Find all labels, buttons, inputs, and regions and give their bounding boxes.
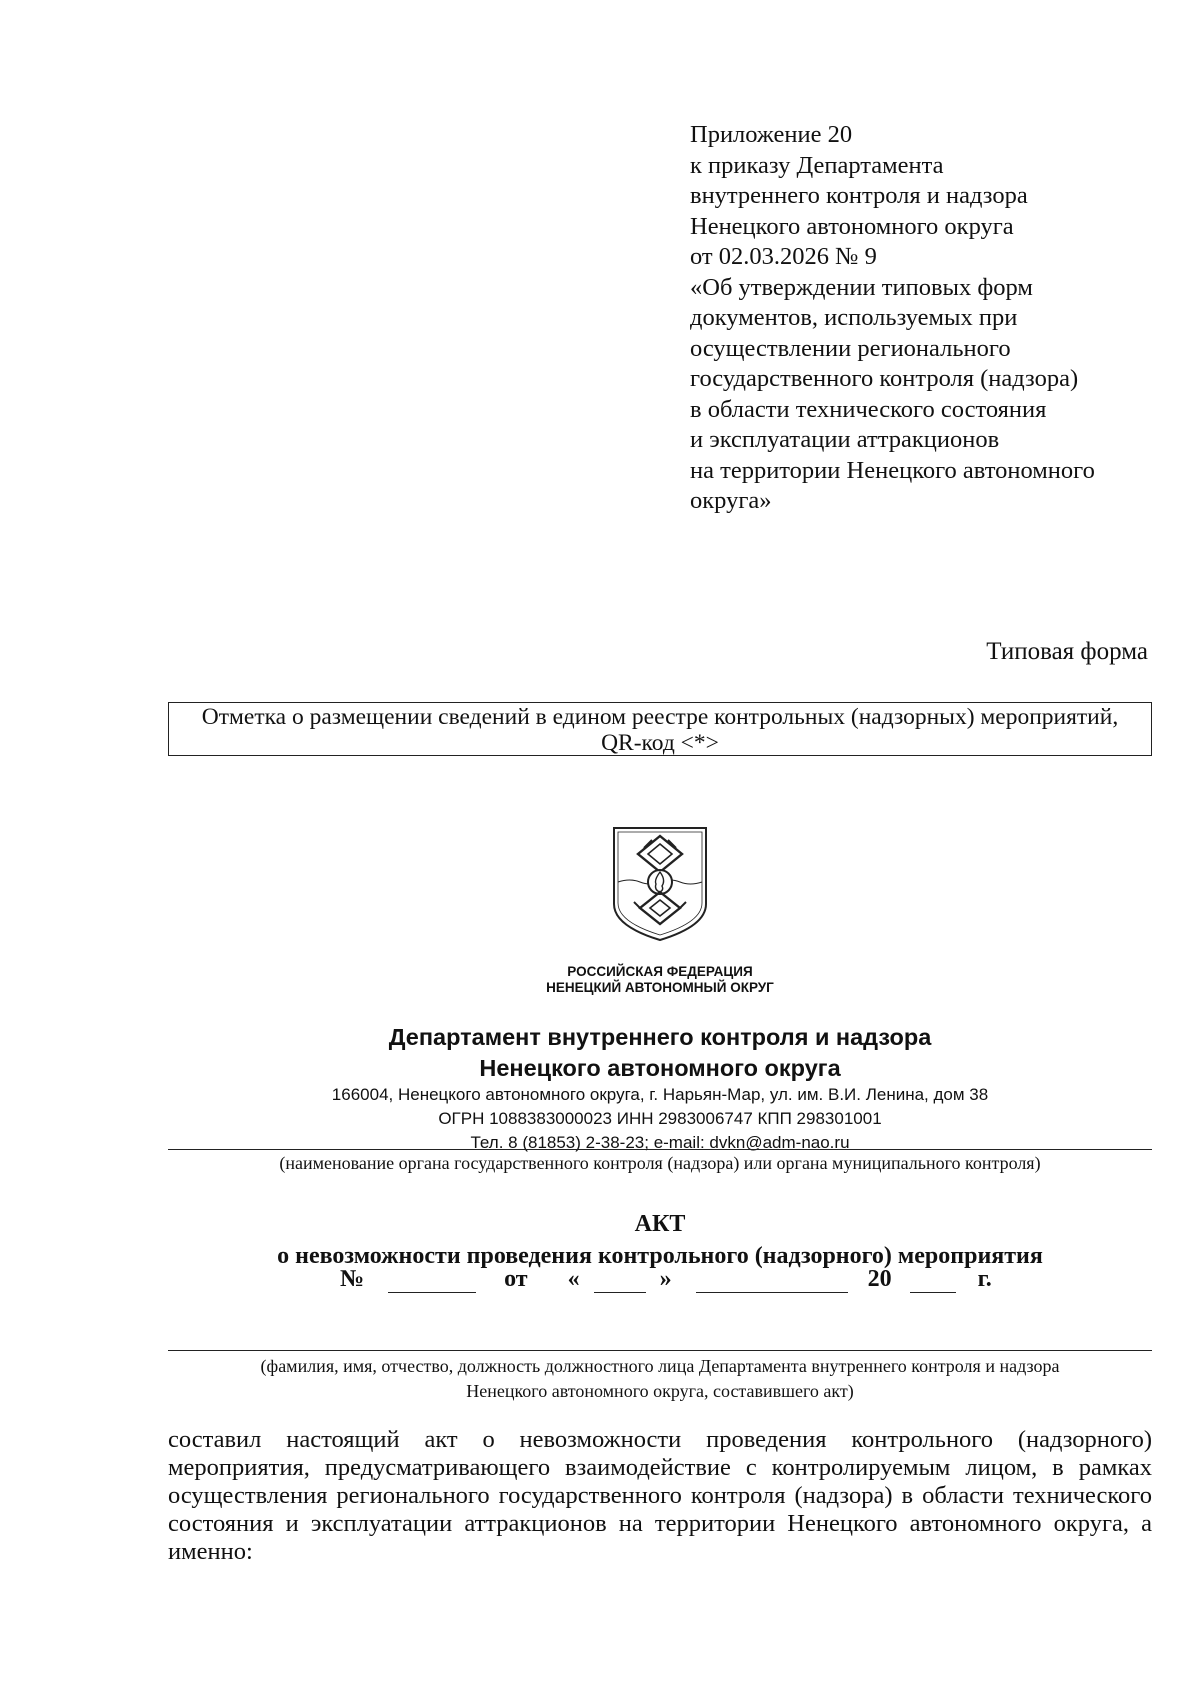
appendix-line: от 02.03.2026 № 9 <box>690 243 877 270</box>
appendix-line: внутреннего контроля и надзора <box>690 182 1028 209</box>
appendix-line: документов, используемых при <box>690 304 1018 331</box>
fio-caption <box>0 1354 1200 1404</box>
divider <box>168 1149 1152 1150</box>
registry-box-line1: Отметка о размещении сведений в едином реестре контрольных (надзорных) мероприятий, <box>201 704 1119 730</box>
act-number-line <box>340 1266 992 1293</box>
department-registration: ОГРН 1088383000023 ИНН 2983006747 КПП 298301001 <box>438 1109 882 1128</box>
department-contacts: Тел. 8 (81853) 2-38-23; e-mail: dvkn@adm-nao.ru <box>470 1133 850 1152</box>
registry-qr-box <box>168 702 1152 756</box>
act-number-blank[interactable] <box>388 1270 476 1293</box>
act-subtitle: о невозможности проведения контрольного (надзорного) мероприятия <box>277 1243 1043 1269</box>
appendix-block <box>690 120 1095 517</box>
department-details <box>0 1083 1200 1155</box>
department-line1: Департамент внутреннего контроля и надзора <box>388 1024 932 1050</box>
month-blank[interactable] <box>696 1270 848 1293</box>
quote-close: » <box>659 1266 672 1292</box>
appendix-line: «Об утверждении типовых форм <box>690 273 1033 301</box>
registry-box-line2: QR-код <*> <box>601 730 719 756</box>
divider <box>168 1350 1152 1351</box>
coat-of-arms-icon <box>610 826 710 942</box>
appendix-line: и эксплуатации аттракционов <box>690 426 1000 453</box>
year-prefix: 20 <box>867 1266 892 1292</box>
fio-caption-line2: Ненецкого автономного округа, составившего акт) <box>466 1381 854 1401</box>
appendix-line: государственного контроля (надзора) <box>690 365 1079 392</box>
department-address: 166004, Ненецкого автономного округа, г. Нарьян-Мар, ул. им. В.И. Ленина, дом 38 <box>331 1085 989 1104</box>
fio-caption-line1: (фамилия, имя, отчество, должность должностного лица Департамента внутреннего контроля и надзора <box>260 1356 1060 1376</box>
typed-form-label: Типовая форма <box>986 638 1148 665</box>
act-title: АКТ <box>634 1211 686 1237</box>
appendix-line: Приложение 20 <box>690 121 853 148</box>
year-suffix: г. <box>977 1266 992 1292</box>
quote-open: « <box>567 1266 580 1292</box>
from-word: от <box>504 1266 528 1292</box>
appendix-line: Ненецкого автономного округа <box>690 212 1014 240</box>
header-country-block <box>0 964 1200 996</box>
appendix-line: на территории Ненецкого автономного <box>690 456 1095 484</box>
appendix-line: в области технического состояния <box>690 395 1047 423</box>
header-country: РОССИЙСКАЯ ФЕДЕРАЦИЯ <box>567 964 753 979</box>
appendix-line: округа» <box>690 487 772 514</box>
department-line2: Ненецкого автономного округа <box>479 1055 841 1081</box>
day-blank[interactable] <box>594 1270 646 1293</box>
year-blank[interactable] <box>910 1270 956 1293</box>
department-name <box>0 1022 1200 1084</box>
appendix-line: осуществлении регионального <box>690 334 1011 362</box>
appendix-line: к приказу Департамента <box>690 151 944 179</box>
number-sign: № <box>340 1266 365 1292</box>
body-paragraph: составил настоящий акт о невозможности проведения контрольного (надзорного) мероприятия, предусматривающего взаимодействие с контролируемым лицом, в рамках осуществления регионального государственного контроля (надзора) в области технического состояния и эксплуатации аттракционов на территории Ненецкого автономного округа, а именно: <box>168 1426 1152 1565</box>
act-heading <box>0 1208 1200 1272</box>
header-region: НЕНЕЦКИЙ АВТОНОМНЫЙ ОКРУГ <box>546 980 774 995</box>
organ-caption: (наименование органа государственного контроля (надзора) или органа муниципального контроля) <box>279 1153 1041 1173</box>
